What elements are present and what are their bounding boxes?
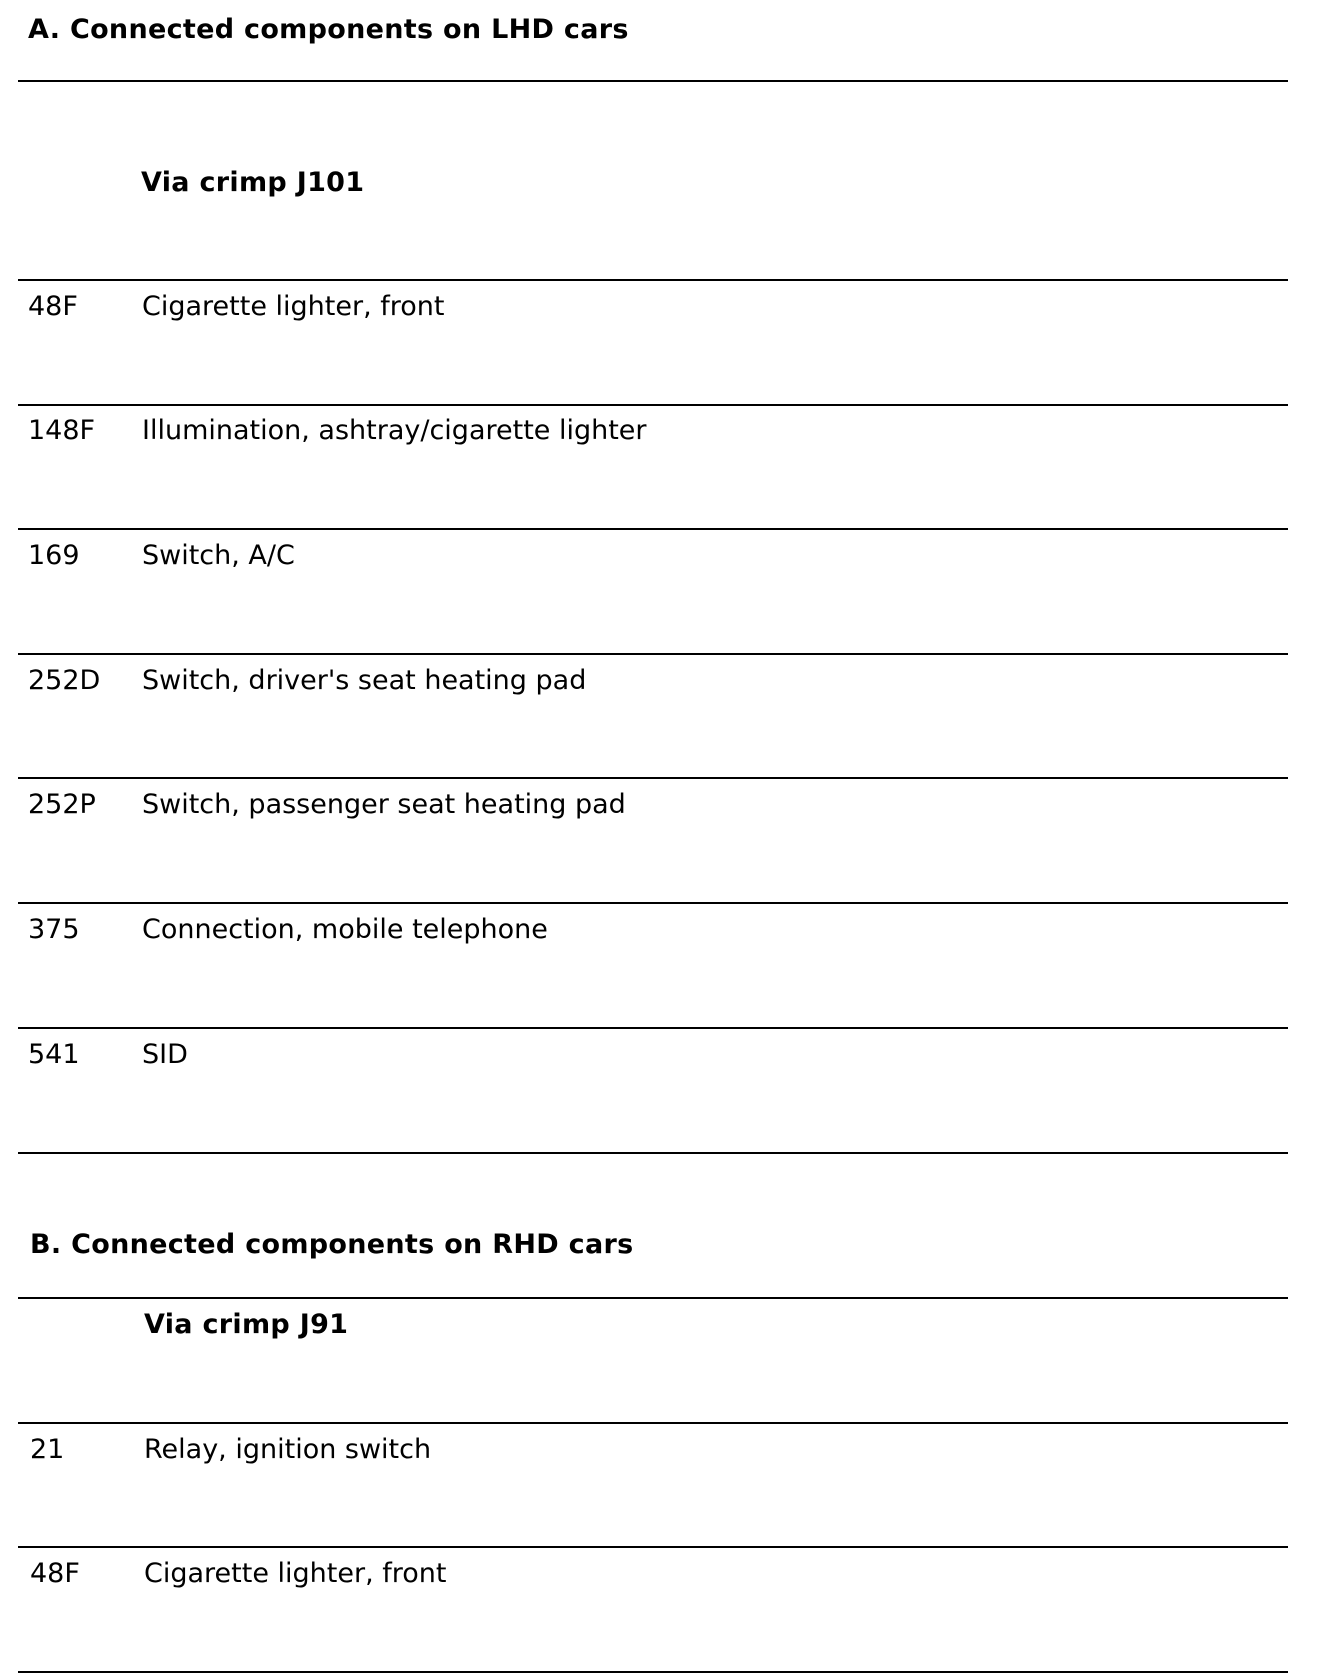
component-description: Connection, mobile telephone [142, 914, 548, 945]
component-description: Cigarette lighter, front [142, 291, 445, 322]
component-description: Switch, passenger seat heating pad [142, 789, 626, 820]
component-description: Switch, driver's seat heating pad [142, 665, 587, 696]
divider [18, 1027, 1288, 1029]
divider [18, 528, 1288, 530]
divider [18, 80, 1288, 82]
component-code: 48F [30, 1558, 80, 1589]
section-b-crimp-label: Via crimp J91 [144, 1309, 349, 1340]
section-a-crimp-label: Via crimp J101 [141, 167, 365, 198]
component-code: 541 [28, 1039, 80, 1070]
component-code: 48F [28, 291, 78, 322]
divider [18, 1546, 1288, 1548]
component-code: 169 [28, 540, 80, 571]
component-code: 148F [28, 415, 96, 446]
component-description: Illumination, ashtray/cigarette lighter [142, 415, 647, 446]
component-description: Switch, A/C [142, 540, 295, 571]
component-description: Relay, ignition switch [144, 1434, 432, 1465]
component-description: SID [142, 1039, 188, 1070]
divider [18, 1152, 1288, 1154]
divider [18, 279, 1288, 281]
component-code: 252D [28, 665, 101, 696]
component-code: 252P [28, 789, 96, 820]
component-description: Cigarette lighter, front [144, 1558, 447, 1589]
divider [18, 1297, 1288, 1299]
divider [18, 902, 1288, 904]
section-b-heading: B. Connected components on RHD cars [30, 1229, 634, 1260]
divider [18, 404, 1288, 406]
divider [18, 653, 1288, 655]
component-code: 21 [30, 1434, 65, 1465]
divider [18, 777, 1288, 779]
divider [18, 1422, 1288, 1424]
divider [18, 1671, 1288, 1673]
component-code: 375 [28, 914, 80, 945]
section-a-heading: A. Connected components on LHD cars [28, 14, 629, 45]
